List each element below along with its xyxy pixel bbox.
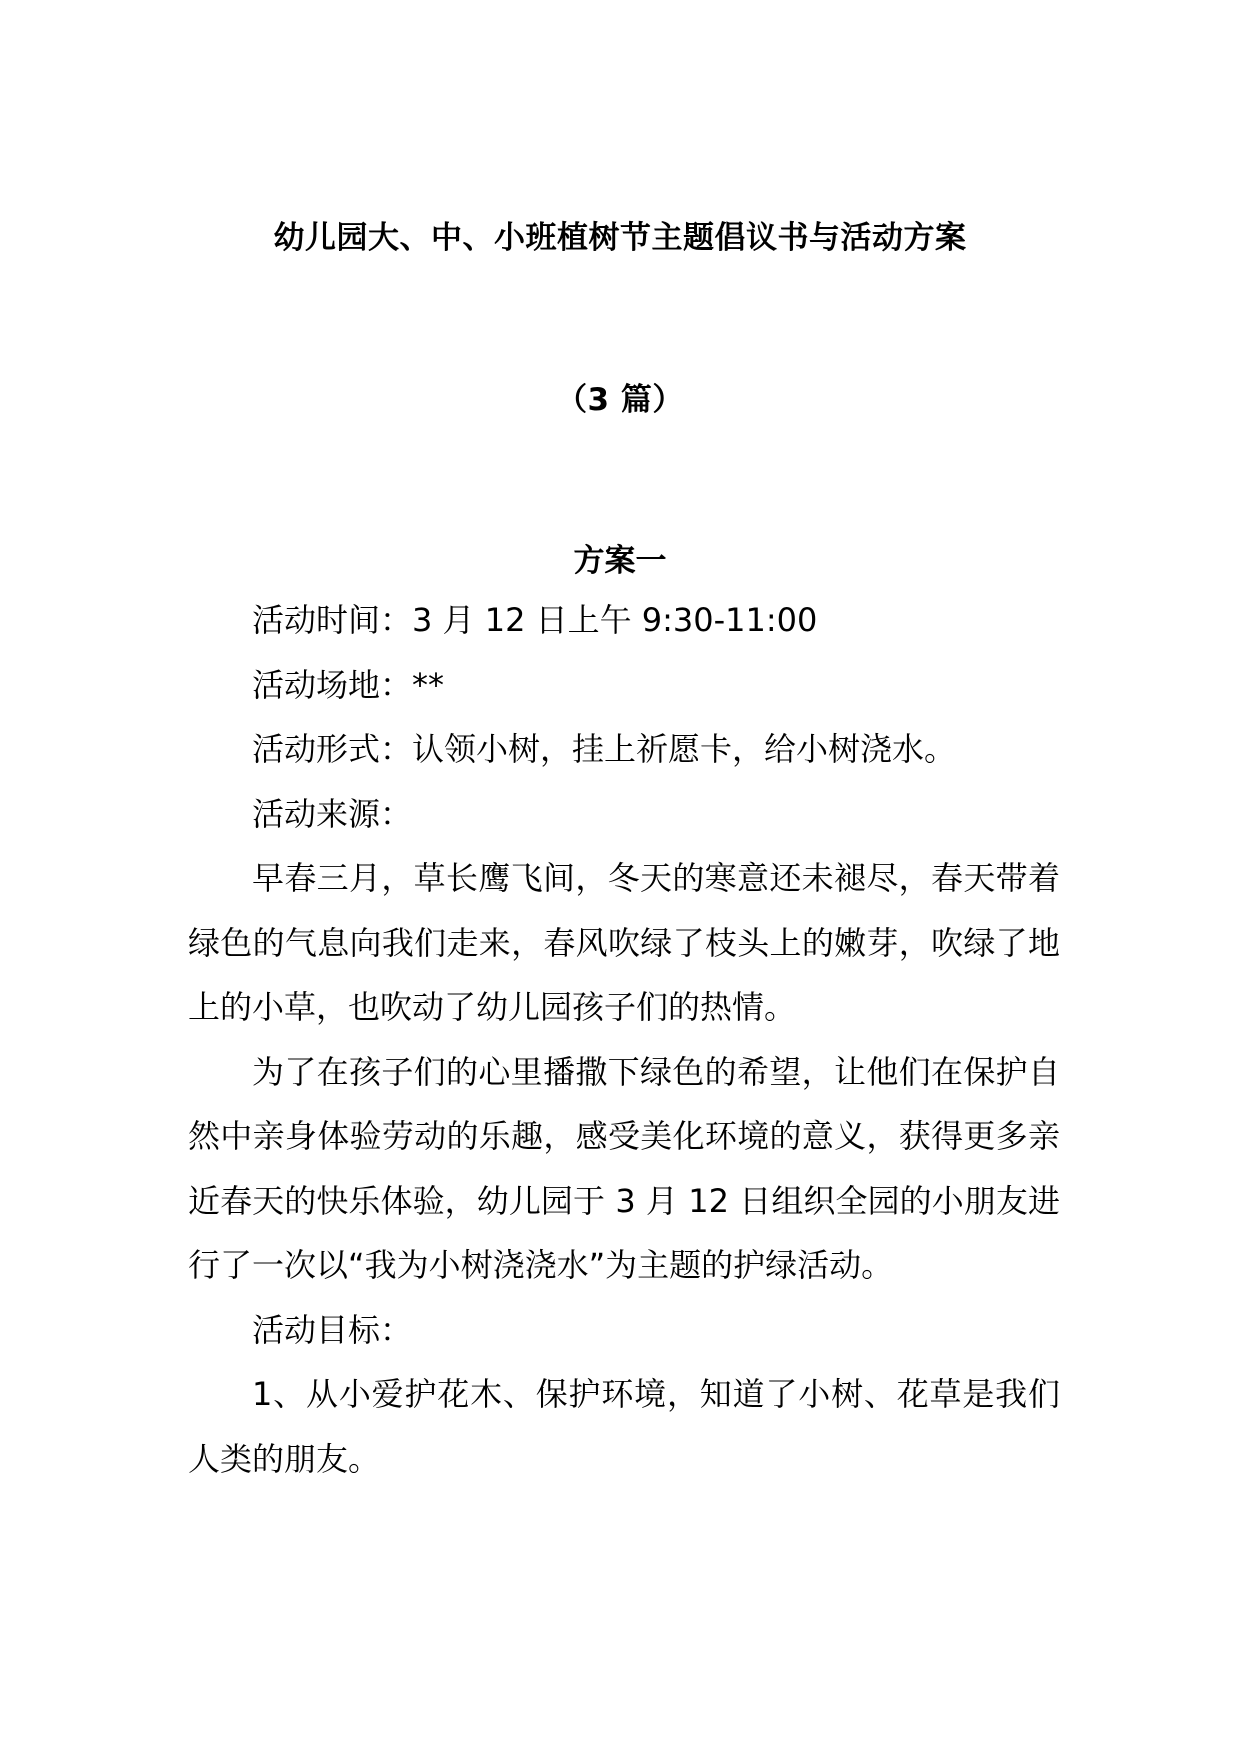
document-title: 幼儿园大、中、小班植树节主题倡议书与活动方案 xyxy=(273,220,967,256)
document-subtitle: （3 篇） xyxy=(556,382,684,418)
paragraph-goal-1: 1、从小爱护花木、保护环境，知道了小树、花草是我们人类的朋友。 xyxy=(188,1375,1060,1478)
paragraph-activity-form: 活动形式：认领小树，挂上祈愿卡，给小树浇水。 xyxy=(252,730,957,768)
paragraph-activity-purpose: 为了在孩子们的心里播撒下绿色的希望，让他们在保护自然中亲身体验劳动的乐趣，感受美化环境的意义，获得更多亲近春天的快乐体验，幼儿园于 3 月 12 日组织全园的小朋友进行了一次以“我为小树浇浇水”为主题的护绿活动。 xyxy=(188,1052,1060,1284)
paragraph-activity-time: 活动时间：3 月 12 日上午 9:30-11:00 xyxy=(252,601,818,639)
paragraph-activity-goals-label: 活动目标： xyxy=(252,1310,413,1349)
section-heading: 方案一 xyxy=(573,543,667,579)
document-body xyxy=(188,588,1060,1491)
paragraph-spring-intro: 早春三月，草长鹰飞间，冬天的寒意还未褪尽，春天带着绿色的气息向我们走来，春风吹绿了枝头上的嫩芽，吹绿了地上的小草，也吹动了幼儿园孩子们的热情。 xyxy=(188,859,1060,1026)
paragraph-activity-source-label: 活动来源： xyxy=(252,794,413,833)
paragraph-activity-venue: 活动场地：** xyxy=(252,665,445,704)
